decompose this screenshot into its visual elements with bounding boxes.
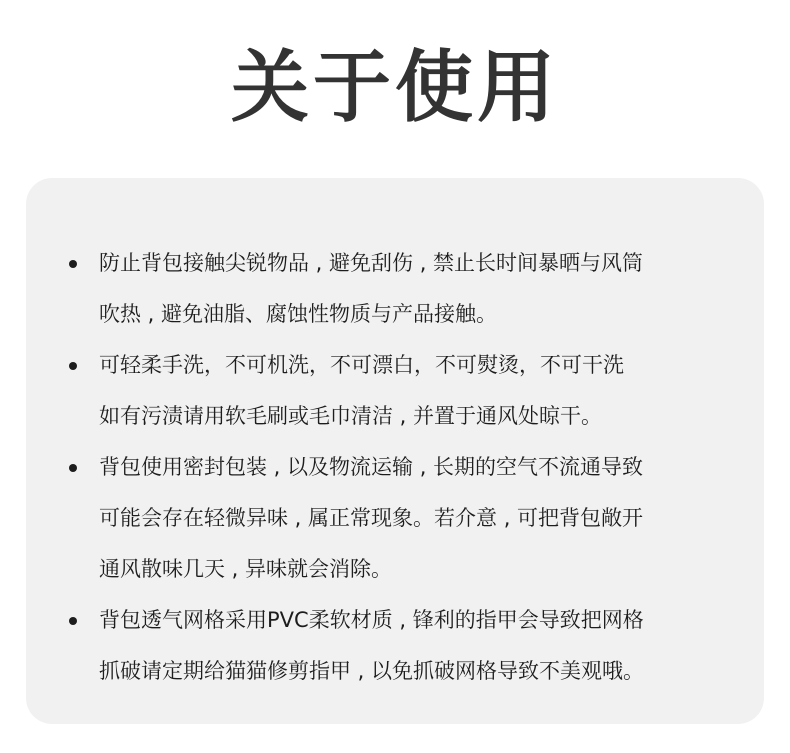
list-item xyxy=(26,238,764,340)
page-title: 关于使用 xyxy=(230,43,559,133)
bullet-icon xyxy=(69,617,77,625)
item-line: 抓破请定期给猫猫修剪指甲 , 以免抓破网格导致不美观哦。 xyxy=(99,659,645,683)
bullet-icon xyxy=(69,260,77,268)
item-line: 如有污渍请用软毛刷或毛巾清洁 , 并置于通风处晾干。 xyxy=(99,404,603,428)
usage-list xyxy=(26,238,764,697)
list-item xyxy=(26,340,764,442)
item-line: 背包透气网格采用PVC柔软材质 , 锋利的指甲会导致把网格 xyxy=(99,608,644,632)
item-line: 防止背包接触尖锐物品 , 避免刮伤 , 禁止长时间暴晒与风筒 xyxy=(99,251,644,275)
item-line: 可能会存在轻微异味 , 属正常现象。若介意 , 可把背包敞开 xyxy=(99,506,644,530)
item-line: 吹热 , 避免油脂、腐蚀性物质与产品接触。 xyxy=(99,302,498,326)
list-item xyxy=(26,595,764,697)
list-item xyxy=(26,442,764,595)
item-line: 可轻柔手洗，不可机洗，不可漂白，不可熨烫，不可干洗 xyxy=(99,353,624,377)
item-line: 通风散味几天 , 异味就会消除。 xyxy=(99,557,393,581)
item-line: 背包使用密封包装 , 以及物流运输 , 长期的空气不流通导致 xyxy=(99,455,644,479)
bullet-icon xyxy=(69,362,77,370)
usage-card xyxy=(26,178,764,724)
bullet-icon xyxy=(69,464,77,472)
